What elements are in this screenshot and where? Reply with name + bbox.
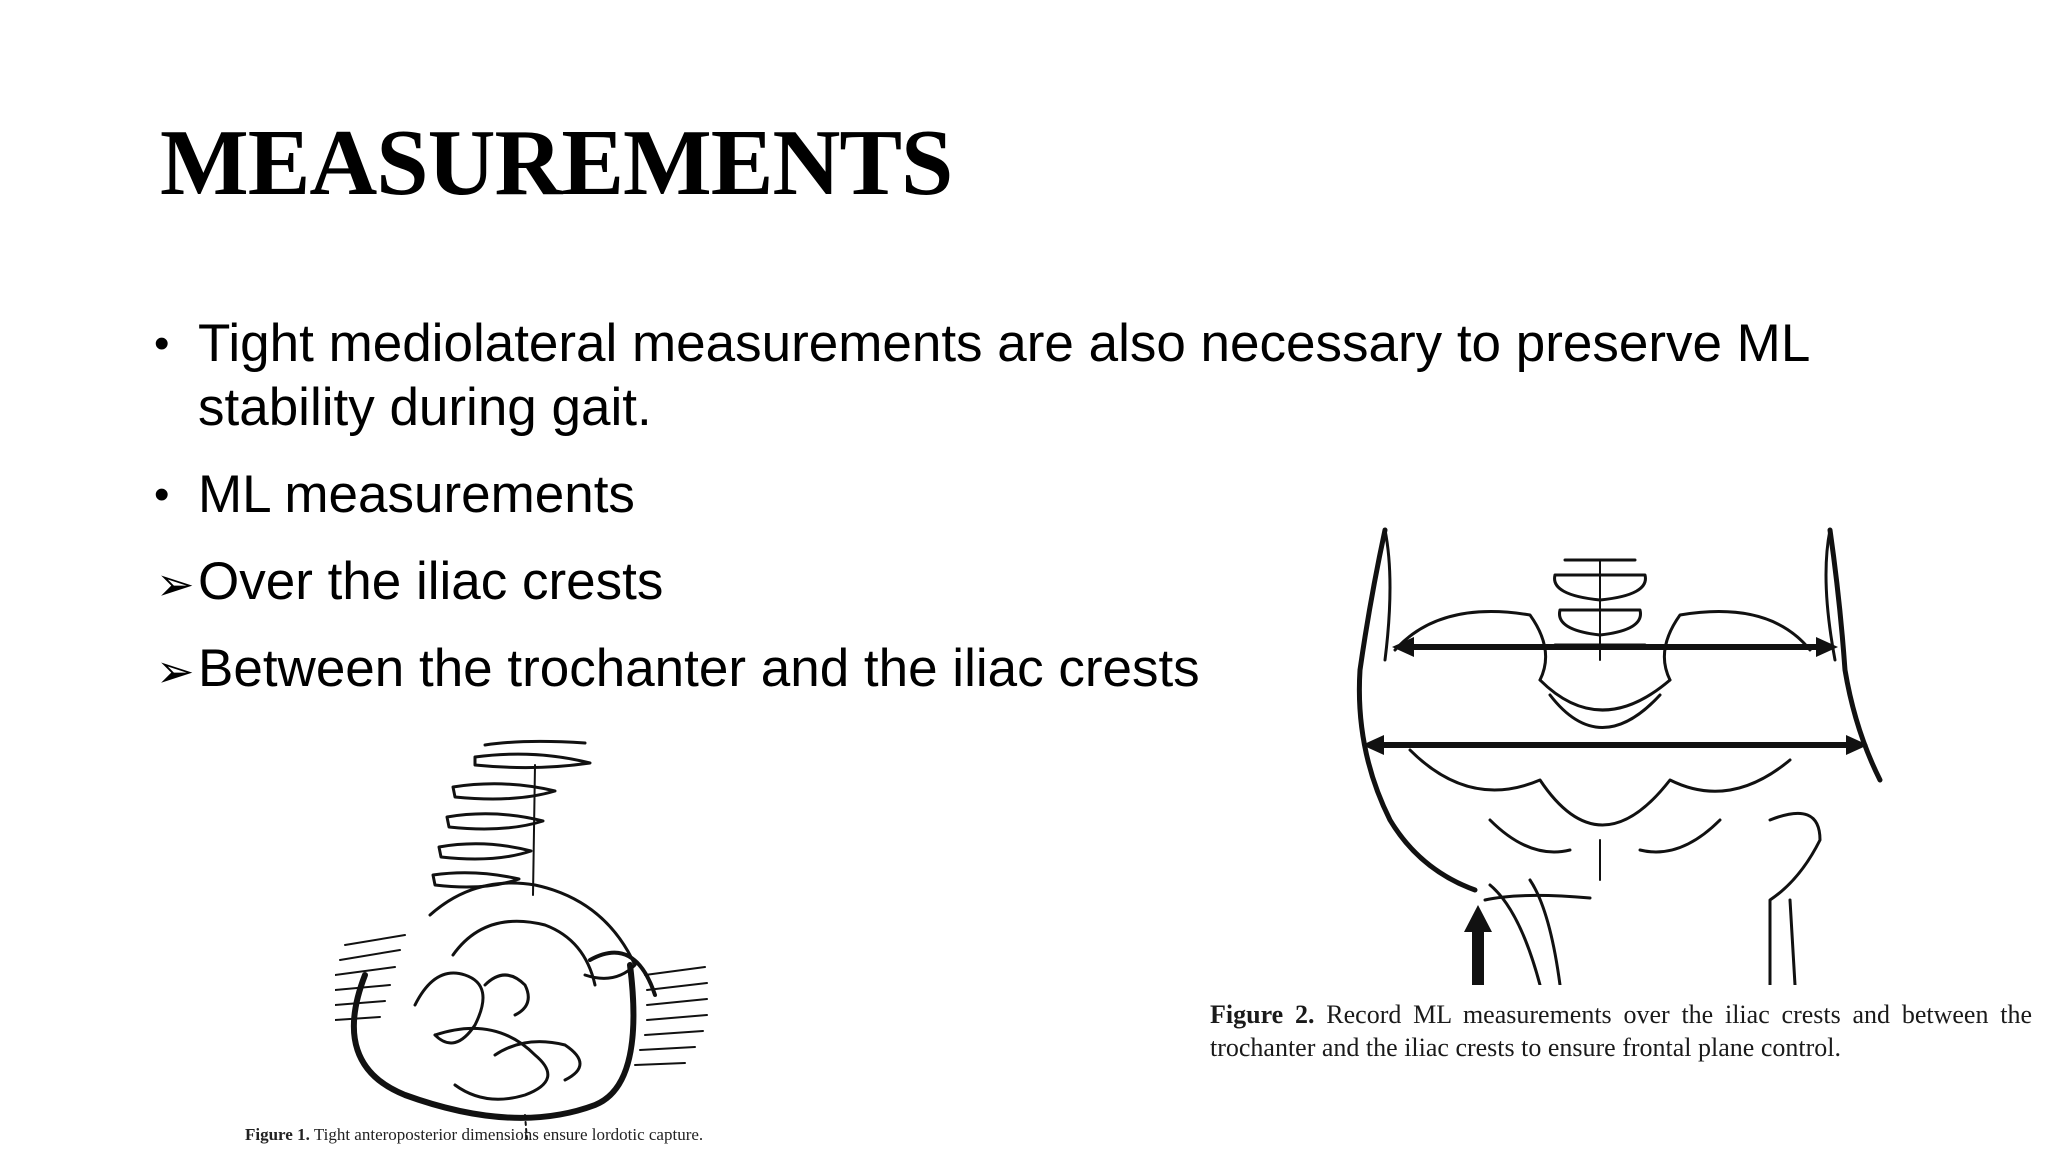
bullet-item [150, 312, 1910, 440]
figure-2-caption [1210, 998, 2032, 1064]
bullet-text: ML measurements [198, 465, 635, 524]
bullet-text: Over the iliac crests [198, 552, 664, 611]
figure-2-pelvis-frontal-illustration [1300, 520, 1910, 985]
bullet-text: Between the trochanter and the iliac crests [198, 639, 1200, 698]
figure-2-caption-text: Record ML measurements over the iliac crests and between the trochanter and the iliac crests to ensure frontal plane control. [1210, 1000, 2032, 1062]
bullet-marker: • [154, 319, 170, 368]
bullet-marker: • [154, 470, 170, 519]
figure-1-pelvis-lateral-illustration [335, 735, 805, 1140]
arrow-bullet-icon: ➢ [156, 645, 195, 697]
bullet-item [150, 463, 1910, 527]
figure-1-label: Figure 1. [245, 1125, 310, 1144]
figure-1-caption-text: Tight anteroposterior dimensions ensure lordotic capture. [313, 1125, 704, 1144]
arrow-bullet-icon: ➢ [156, 558, 195, 610]
figure-2-label: Figure 2. [1210, 1000, 1315, 1029]
bullet-text: Tight mediolateral measurements are also necessary to preserve ML stability during gait. [198, 314, 1809, 437]
figure-1-caption [245, 1125, 703, 1145]
slide-title: MEASUREMENTS [160, 111, 953, 215]
